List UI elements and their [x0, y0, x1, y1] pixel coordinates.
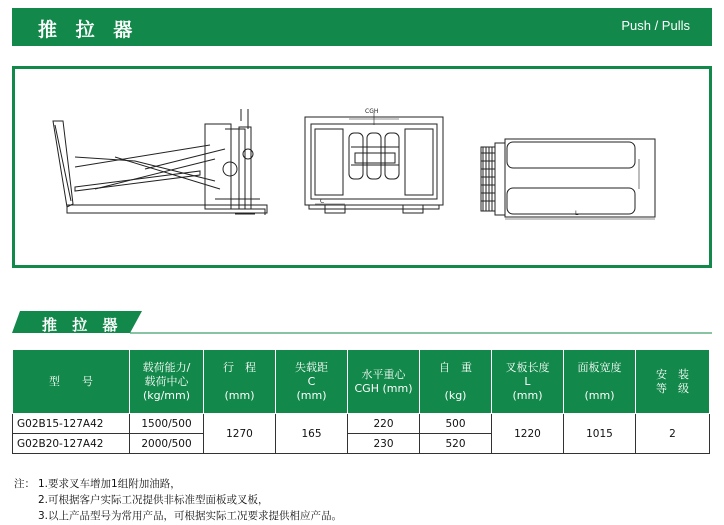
label-l: L	[575, 210, 579, 217]
spec-table	[12, 349, 710, 454]
note-item: 3.以上产品型号为常用产品，可根据实际工况要求提供相应产品。	[38, 510, 343, 522]
cell-capacity: 1500/500	[130, 414, 204, 434]
cell-model: G02B15-127A42	[13, 414, 130, 434]
cell-weight: 520	[420, 434, 492, 454]
note-prefix: 注：	[14, 478, 35, 490]
cell-c: 165	[276, 414, 348, 454]
header-bar	[12, 8, 712, 46]
header-cgh: 水平重心 CGH (mm)	[348, 350, 420, 414]
cell-capacity: 2000/500	[130, 434, 204, 454]
table-header-row	[13, 350, 710, 414]
technical-drawings	[15, 69, 709, 265]
header-stroke: 行 程 (mm)	[204, 350, 276, 414]
cell-model: G02B20-127A42	[13, 434, 130, 454]
note-item: 2.可根据客户实际工况提供非标准型面板或叉板，	[38, 494, 269, 506]
header-capacity: 载荷能力/ 载荷中心 (kg/mm)	[130, 350, 204, 414]
section-title: 推 拉 器	[42, 316, 123, 334]
page-subtitle: Push / Pulls	[621, 18, 690, 33]
top-view-drawing	[481, 139, 655, 219]
note-item: 注： 1.要求叉车增加1组附加油路，	[14, 478, 181, 490]
cell-class: 2	[636, 414, 710, 454]
front-view-drawing	[305, 113, 443, 213]
section-heading	[12, 311, 712, 337]
notes	[14, 476, 342, 524]
side-view-drawing	[53, 109, 267, 215]
cell-width: 1015	[564, 414, 636, 454]
cell-stroke: 1270	[204, 414, 276, 454]
header-class: 安 装 等 级	[636, 350, 710, 414]
label-cgh: CGH	[365, 108, 379, 115]
cell-length: 1220	[492, 414, 564, 454]
header-c: 失载距 C (mm)	[276, 350, 348, 414]
header-weight: 自 重 (kg)	[420, 350, 492, 414]
table-row	[13, 414, 710, 434]
cell-cgh: 230	[348, 434, 420, 454]
cell-cgh: 220	[348, 414, 420, 434]
header-width: 面板宽度 (mm)	[564, 350, 636, 414]
label-c: C	[320, 198, 325, 205]
cell-weight: 500	[420, 414, 492, 434]
header-length: 叉板长度 L (mm)	[492, 350, 564, 414]
header-model: 型 号	[13, 350, 130, 414]
drawing-frame	[12, 66, 712, 268]
page-title: 推 拉 器	[38, 19, 139, 41]
